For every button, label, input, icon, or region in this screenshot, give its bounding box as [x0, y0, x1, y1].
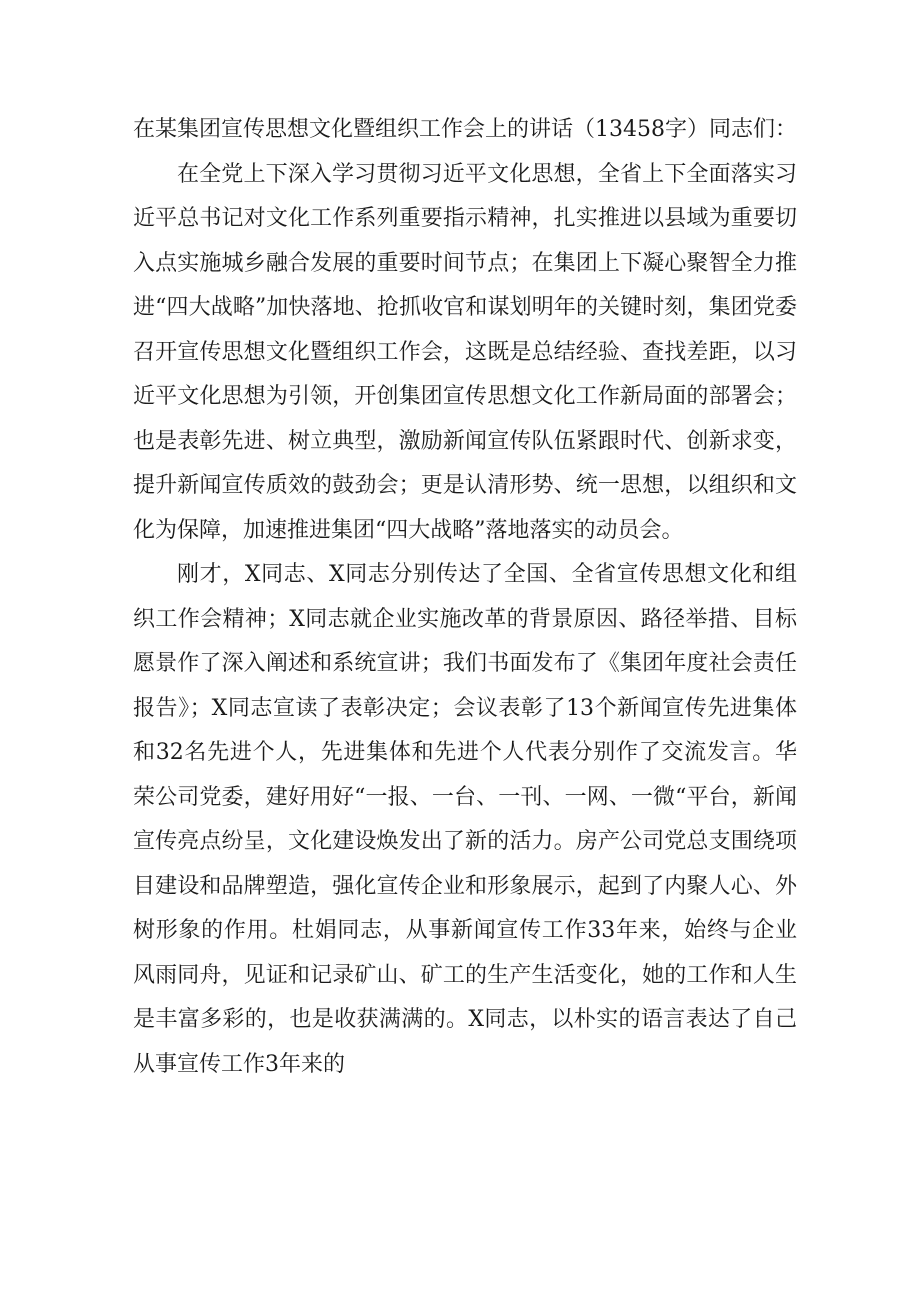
- document-heading: 在某集团宣传思想文化暨组织工作会上的讲话（13458字）同志们：: [133, 117, 797, 142]
- document-body: [133, 108, 797, 1087]
- paragraph-2: 刚才，X同志、X同志分别传达了全国、全省宣传思想文化和组织工作会精神；X同志就企业实施改革的背景原因、路径举措、目标愿景作了深入阐述和系统宣讲；我们书面发布了《集团年度社会责任报告》；X同志宣读了表彰决定；会议表彰了13个新闻宣传先进集体和32名先进个人，先进集体和先进个人代表分别作了交流发言。华荣公司党委，建好用好“一报、一台、一刊、一网、一微“平台，新闻宣传亮点纷呈，文化建设焕发出了新的活力。房产公司党总支围绕项目建设和品牌塑造，强化宣传企业和形象展示，起到了内聚人心、外树形象的作用。杜娟同志，从事新闻宣传工作33年来，始终与企业风雨同舟，见证和记录矿山、矿工的生产生活变化，她的工作和人生是丰富多彩的，也是收获满满的。X同志，以朴实的语言表达了自己从事宣传工作3年来的: [133, 562, 797, 1077]
- paragraph-1: 在全党上下深入学习贯彻习近平文化思想，全省上下全面落实习近平总书记对文化工作系列重要指示精神，扎实推进以县域为重要切入点实施城乡融合发展的重要时间节点；在集团上下凝心聚智全力推进“四大战略”加快落地、抢抓收官和谋划明年的关键时刻，集团党委召开宣传思想文化暨组织工作会，这既是总结经验、查找差距，以习近平文化思想为引领，开创集团宣传思想文化工作新局面的部署会；也是表彰先进、树立典型，激励新闻宣传队伍紧跟时代、创新求变，提升新闻宣传质效的鼓劲会；更是认清形势、统一思想，以组织和文化为保障，加速推进集团“四大战略”落地落实的动员会。: [133, 161, 797, 543]
